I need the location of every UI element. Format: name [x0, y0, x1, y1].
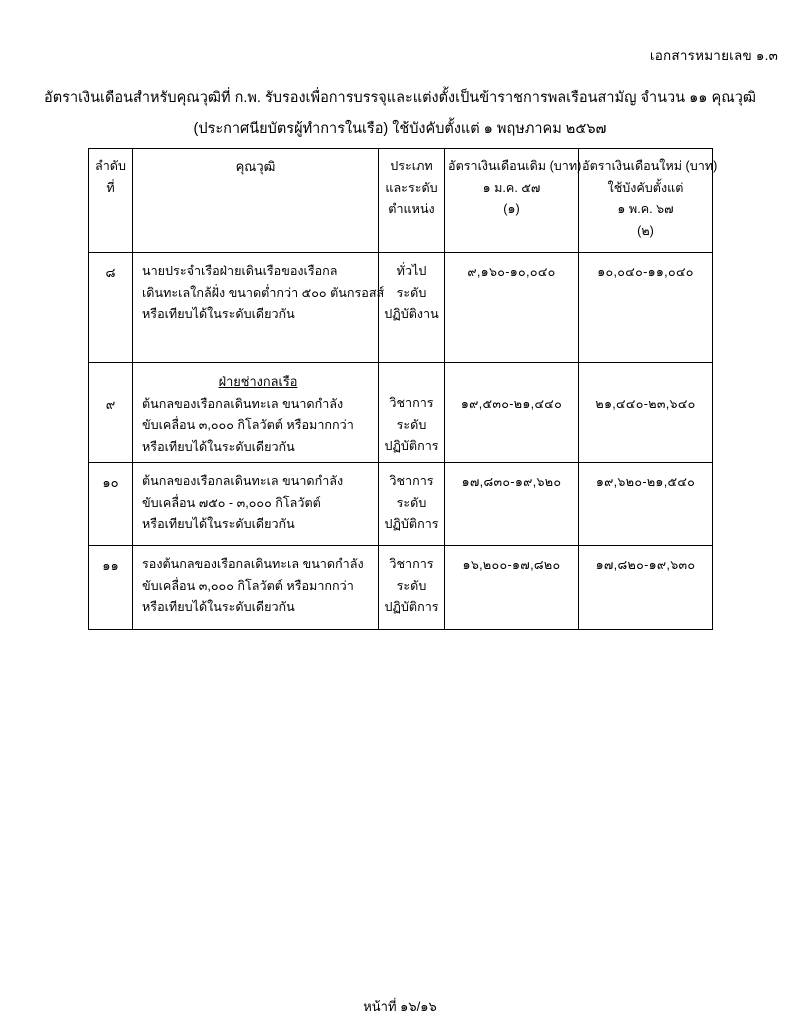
- column-header-old-salary: [445, 149, 582, 253]
- table-row: [89, 363, 713, 463]
- column-header-new-line2: ใช้บังคับตั้งแต่: [607, 180, 684, 195]
- new-salary-cell: [579, 546, 713, 630]
- new-salary-to: ๑๙,๖๓๐: [648, 558, 696, 572]
- row-number-cell: [89, 363, 133, 463]
- range-dash: -: [643, 397, 649, 411]
- new-salary-cell: [579, 463, 713, 546]
- qualification-line-3: หรือเทียบได้ในระดับเดียวกัน: [142, 439, 295, 454]
- column-header-old-line3: (๑): [503, 202, 520, 216]
- row-number: ๘: [105, 265, 116, 280]
- position-type-line-3: ปฏิบัติงาน: [384, 307, 439, 321]
- position-type-line-3: ปฏิบัติการ: [384, 439, 439, 453]
- old-salary-to: ๑๗,๘๒๐: [512, 558, 561, 572]
- table-header-row: [89, 149, 713, 253]
- column-header-no-line2: ที่: [106, 180, 115, 195]
- old-salary-to: ๑๙,๖๒๐: [514, 475, 562, 489]
- qualification-cell: [133, 253, 385, 363]
- new-salary-from: ๑๙,๖๒๐: [595, 475, 643, 489]
- qualification-line-1: รองต้นกลของเรือกลเดินทะเล ขนาดกำลัง: [142, 557, 364, 571]
- new-salary-from: ๑๗,๘๒๐: [595, 558, 645, 572]
- position-type-line-2: ระดับ: [396, 578, 427, 593]
- row-number: ๙: [105, 397, 116, 412]
- table-row: [89, 546, 713, 630]
- table-row: [89, 463, 713, 546]
- qualification-line-2: ขับเคลื่อน ๓,๐๐๐ กิโลวัตต์ หรือมากกว่า: [142, 418, 354, 432]
- range-dash: -: [642, 475, 647, 489]
- qualification-group-heading: ฝ่ายช่างกลเรือ: [218, 374, 298, 389]
- row-number: ๑๑: [102, 558, 119, 573]
- salary-rate-table: [88, 148, 718, 630]
- qualification-cell: [133, 463, 379, 546]
- title-line-1: อัตราเงินเดือนสำหรับคุณวุฒิที่ ก.พ. รับรองเพื่อการบรรจุและแต่งตั้งเป็นข้าราชการพลเรือนสามัญ จำนวน ๑๑ คุณวุฒิ: [44, 90, 756, 106]
- row-number-cell: [89, 546, 133, 630]
- old-salary-from: ๙,๑๖๐: [467, 265, 506, 279]
- new-salary-to: ๒๓,๖๔๐: [648, 397, 696, 411]
- qualification-cell: [133, 363, 379, 463]
- column-header-type-line2: และระดับ: [385, 180, 438, 195]
- qualification-line-1: นายประจำเรือฝ่ายเดินเรือของเรือกล: [142, 264, 338, 278]
- position-type-line-1: วิชาการ: [389, 557, 434, 571]
- document-title: [0, 88, 800, 139]
- column-header-no-line1: ลำดับ: [95, 159, 126, 173]
- qualification-line-2: เดินทะเลใกล้ฝั่ง ขนาดต่ำกว่า ๕๐๐ ตันกรอสส์: [142, 285, 385, 300]
- range-dash: -: [510, 475, 515, 489]
- position-type-line-2: ระดับ: [396, 417, 427, 432]
- position-type-line-1: วิชาการ: [389, 396, 434, 410]
- table-row: [89, 253, 713, 363]
- old-salary-cell: [445, 363, 579, 463]
- column-header-new-line1: อัตราเงินเดือนใหม่ (บาท): [582, 159, 718, 173]
- column-header-old-line2: ๑ ม.ค. ๕๗: [482, 180, 541, 195]
- position-type-line-1: วิชาการ: [389, 474, 434, 488]
- old-salary-from: ๑๙,๕๓๐: [460, 397, 510, 411]
- qualification-cell: [133, 546, 379, 630]
- new-salary-to: ๒๑,๕๔๐: [646, 475, 696, 489]
- new-salary-to: ๑๑,๐๔๐: [647, 265, 694, 279]
- new-salary-from: ๒๑,๔๔๐: [595, 397, 644, 411]
- qualification-line-1: ต้นกลของเรือกลเดินทะเล ขนาดกำลัง: [142, 396, 344, 411]
- position-type-line-2: ระดับ: [396, 285, 427, 300]
- column-header-no: [89, 149, 133, 253]
- column-header-new-line3: ๑ พ.ค. ๖๗: [617, 202, 674, 216]
- column-header-new-line4: (๒): [637, 223, 654, 238]
- column-header-type-line3: ตำแหน่ง: [388, 202, 435, 216]
- column-header-old-line1: อัตราเงินเดือนเดิม (บาท): [448, 159, 582, 173]
- column-header-position-type: [379, 149, 445, 253]
- row-number: ๑๐: [102, 475, 119, 490]
- new-salary-from: ๑๐,๐๔๐: [597, 265, 644, 279]
- row-number-cell: [89, 463, 133, 546]
- old-salary-cell: [445, 463, 579, 546]
- position-type-cell: [379, 463, 445, 546]
- position-type-cell: [379, 253, 445, 363]
- old-salary-cell: [445, 546, 579, 630]
- document-number: เอกสารหมายเลข ๑.๓: [649, 48, 778, 63]
- old-salary-cell: [445, 253, 579, 363]
- range-dash: -: [643, 265, 648, 279]
- position-type-cell: [379, 363, 445, 463]
- column-header-new-salary: [579, 149, 718, 253]
- position-type-line-1: ทั่วไป: [396, 264, 427, 278]
- position-type-line-2: ระดับ: [396, 495, 427, 510]
- qualification-line-3: หรือเทียบได้ในระดับเดียวกัน: [142, 307, 295, 321]
- old-salary-from: ๑๗,๘๓๐: [461, 475, 511, 489]
- page-footer: หน้าที่ ๑๖/๑๖: [363, 999, 437, 1014]
- qualification-line-3: หรือเทียบได้ในระดับเดียวกัน: [142, 600, 295, 614]
- column-header-qualification-label: คุณวุฒิ: [235, 159, 276, 174]
- range-dash: -: [509, 397, 514, 411]
- old-salary-to: ๑๐,๐๔๐: [509, 265, 556, 279]
- position-type-cell: [379, 546, 445, 630]
- range-dash: -: [644, 558, 649, 572]
- column-header-qualification: [133, 149, 379, 253]
- new-salary-cell: [579, 253, 713, 363]
- title-line-2: (ประกาศนียบัตรผู้ทำการในเรือ) ใช้บังคับตั้งแต่ ๑ พฤษภาคม ๒๕๖๗: [193, 121, 607, 137]
- old-salary-from: ๑๖,๒๐๐: [462, 558, 508, 572]
- range-dash: -: [505, 265, 510, 279]
- new-salary-cell: [579, 363, 713, 463]
- range-dash: -: [507, 558, 512, 572]
- row-number-cell: [89, 253, 133, 363]
- qualification-line-2: ขับเคลื่อน ๓,๐๐๐ กิโลวัตต์ หรือมากกว่า: [142, 578, 354, 593]
- qualification-line-2: ขับเคลื่อน ๗๕๐ - ๓,๐๐๐ กิโลวัตต์: [142, 495, 321, 510]
- old-salary-to: ๒๑,๔๔๐: [513, 397, 563, 411]
- position-type-line-3: ปฏิบัติการ: [384, 600, 439, 614]
- position-type-line-3: ปฏิบัติการ: [384, 517, 439, 531]
- column-header-type-line1: ประเภท: [390, 159, 433, 173]
- qualification-line-1: ต้นกลของเรือกลเดินทะเล ขนาดกำลัง: [142, 474, 344, 488]
- qualification-line-3: หรือเทียบได้ในระดับเดียวกัน: [142, 517, 295, 531]
